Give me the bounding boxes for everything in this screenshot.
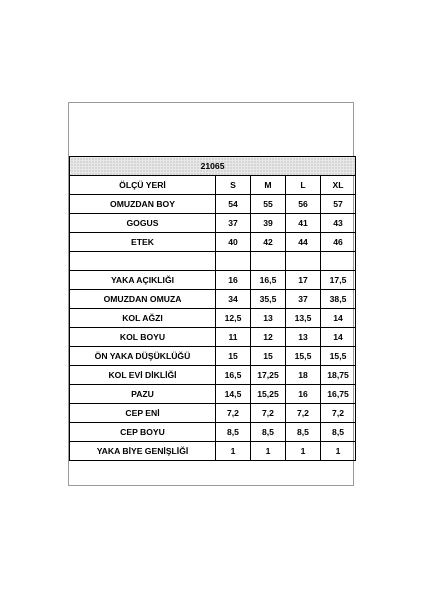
row-value: 1 — [286, 442, 321, 461]
table-row — [70, 271, 356, 290]
row-value: 8,5 — [321, 423, 356, 442]
row-label: PAZU — [70, 385, 216, 404]
table-row — [70, 328, 356, 347]
row-value: 16,5 — [216, 366, 251, 385]
row-label: KOL BOYU — [70, 328, 216, 347]
row-label — [70, 252, 216, 271]
row-value: 34 — [216, 290, 251, 309]
row-value: 13,5 — [286, 309, 321, 328]
row-value: 46 — [321, 233, 356, 252]
table-row — [70, 366, 356, 385]
row-value: 11 — [216, 328, 251, 347]
row-value: 55 — [251, 195, 286, 214]
row-value: 17,5 — [321, 271, 356, 290]
row-value — [321, 252, 356, 271]
row-value: 13 — [286, 328, 321, 347]
row-value: 16 — [286, 385, 321, 404]
row-value: 7,2 — [251, 404, 286, 423]
row-value: 8,5 — [251, 423, 286, 442]
table-row — [70, 233, 356, 252]
row-value: 57 — [321, 195, 356, 214]
table-row — [70, 309, 356, 328]
row-value: 35,5 — [251, 290, 286, 309]
row-value: 16,5 — [251, 271, 286, 290]
row-value: 15 — [251, 347, 286, 366]
row-label: YAKA BİYE GENİŞLİĞİ — [70, 442, 216, 461]
row-value: 40 — [216, 233, 251, 252]
row-value: 54 — [216, 195, 251, 214]
row-label: KOL AĞZI — [70, 309, 216, 328]
table-row — [70, 195, 356, 214]
row-label: OMUZDAN BOY — [70, 195, 216, 214]
sheet-top-blank-area — [69, 103, 353, 156]
row-value: 39 — [251, 214, 286, 233]
row-value: 1 — [251, 442, 286, 461]
sheet-bottom-blank-area — [69, 436, 353, 486]
row-value: 15,5 — [286, 347, 321, 366]
size-table — [69, 156, 356, 461]
row-value: 13 — [251, 309, 286, 328]
row-label: KOL EVİ DİKLİĞİ — [70, 366, 216, 385]
row-value: 14,5 — [216, 385, 251, 404]
row-value: 7,2 — [216, 404, 251, 423]
row-value: 42 — [251, 233, 286, 252]
row-value: 56 — [286, 195, 321, 214]
size-chart-sheet — [68, 102, 354, 486]
row-value: 17,25 — [251, 366, 286, 385]
row-value: 17 — [286, 271, 321, 290]
row-value: 1 — [216, 442, 251, 461]
row-value: 12,5 — [216, 309, 251, 328]
row-label: ETEK — [70, 233, 216, 252]
row-value: 41 — [286, 214, 321, 233]
row-value: 8,5 — [286, 423, 321, 442]
row-value: 37 — [216, 214, 251, 233]
header-size-xl: XL — [321, 176, 356, 195]
row-value: 14 — [321, 328, 356, 347]
row-value: 16,75 — [321, 385, 356, 404]
row-value — [216, 252, 251, 271]
row-value: 7,2 — [286, 404, 321, 423]
row-value: 12 — [251, 328, 286, 347]
table-row — [70, 347, 356, 366]
product-code-row — [70, 157, 356, 176]
header-size-m: M — [251, 176, 286, 195]
header-label: ÖLÇÜ YERİ — [70, 176, 216, 195]
row-label: OMUZDAN OMUZA — [70, 290, 216, 309]
table-row — [70, 290, 356, 309]
row-value: 15 — [216, 347, 251, 366]
row-label: YAKA AÇIKLIĞI — [70, 271, 216, 290]
row-label: GOGUS — [70, 214, 216, 233]
table-row — [70, 385, 356, 404]
row-value: 15,5 — [321, 347, 356, 366]
row-value: 18,75 — [321, 366, 356, 385]
row-value: 37 — [286, 290, 321, 309]
row-value: 8,5 — [216, 423, 251, 442]
row-label: CEP BOYU — [70, 423, 216, 442]
header-size-s: S — [216, 176, 251, 195]
row-value: 14 — [321, 309, 356, 328]
row-value: 1 — [321, 442, 356, 461]
row-value: 18 — [286, 366, 321, 385]
row-label: ÖN YAKA DÜŞÜKLÜĞÜ — [70, 347, 216, 366]
row-value — [286, 252, 321, 271]
row-value: 38,5 — [321, 290, 356, 309]
row-value: 16 — [216, 271, 251, 290]
table-row — [70, 252, 356, 271]
product-code: 21065 — [70, 157, 356, 176]
row-value: 44 — [286, 233, 321, 252]
table-row — [70, 214, 356, 233]
row-value: 7,2 — [321, 404, 356, 423]
row-value — [251, 252, 286, 271]
row-value: 15,25 — [251, 385, 286, 404]
row-value: 43 — [321, 214, 356, 233]
table-header-row — [70, 176, 356, 195]
table-row — [70, 404, 356, 423]
row-label: CEP ENİ — [70, 404, 216, 423]
header-size-l: L — [286, 176, 321, 195]
